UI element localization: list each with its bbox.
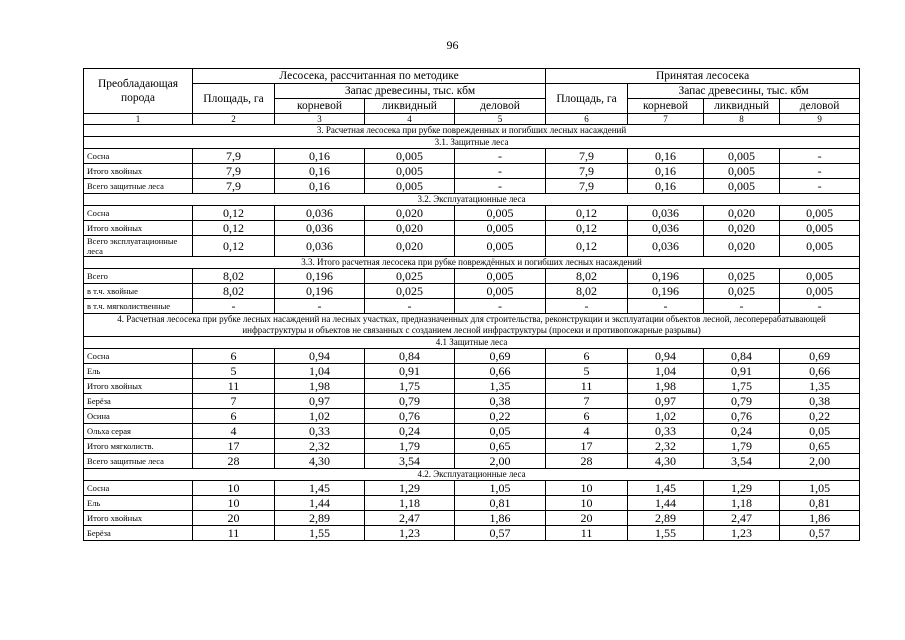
table-cell: 0,22 xyxy=(780,409,860,424)
table-cell: 1,86 xyxy=(455,511,546,526)
table-cell: 11 xyxy=(546,379,628,394)
header-species: Преобладающая порода xyxy=(84,69,193,114)
table-cell: 1,02 xyxy=(628,409,704,424)
page-number: 96 xyxy=(446,38,459,52)
table-cell: 8,02 xyxy=(193,284,275,299)
header-business-accepted: деловой xyxy=(780,99,860,114)
table-row xyxy=(84,526,860,541)
row-label: Итого хвойных xyxy=(84,379,193,394)
table-row xyxy=(84,236,860,257)
section-title: 3.3. Итого расчетная лесосека при рубке повреждённых и погибших лесных насаждений xyxy=(84,257,860,269)
table-cell: 0,81 xyxy=(780,496,860,511)
table-cell: 0,16 xyxy=(275,179,365,194)
table-cell: 0,12 xyxy=(193,236,275,257)
table-cell: 1,55 xyxy=(628,526,704,541)
table-row xyxy=(84,269,860,284)
table-cell: 6 xyxy=(193,349,275,364)
table-cell: 0,005 xyxy=(365,164,455,179)
table-cell: 0,005 xyxy=(365,179,455,194)
table-cell: 1,18 xyxy=(704,496,780,511)
table-cell: 28 xyxy=(546,454,628,469)
table-cell: 0,16 xyxy=(628,164,704,179)
table-cell: 0,16 xyxy=(628,149,704,164)
table-cell: 0,24 xyxy=(704,424,780,439)
table-cell: 1,44 xyxy=(628,496,704,511)
column-number: 4 xyxy=(365,114,455,125)
header-liquid-accepted: ликвидный xyxy=(704,99,780,114)
table-cell: 0,005 xyxy=(780,284,860,299)
table-header xyxy=(84,69,860,125)
table-cell: 17 xyxy=(193,439,275,454)
table-cell: 1,29 xyxy=(704,481,780,496)
table-cell: 0,91 xyxy=(704,364,780,379)
table-cell: 7,9 xyxy=(546,164,628,179)
table-cell: 10 xyxy=(193,496,275,511)
section-title: 4.1 Защитные леса xyxy=(84,337,860,349)
table-cell: 0,76 xyxy=(365,409,455,424)
table-cell: - xyxy=(780,164,860,179)
table-cell: 0,24 xyxy=(365,424,455,439)
row-label: Итого хвойных xyxy=(84,164,193,179)
column-number: 8 xyxy=(704,114,780,125)
table-cell: 11 xyxy=(193,379,275,394)
table-cell: 0,025 xyxy=(365,269,455,284)
table-cell: 6 xyxy=(546,349,628,364)
row-label: Сосна xyxy=(84,349,193,364)
table-cell: 0,05 xyxy=(455,424,546,439)
table-cell: 2,00 xyxy=(780,454,860,469)
table-cell: 0,69 xyxy=(780,349,860,364)
table-cell: 0,036 xyxy=(275,236,365,257)
table-cell: 1,44 xyxy=(275,496,365,511)
table-cell: 0,005 xyxy=(780,206,860,221)
table-cell: 3,54 xyxy=(704,454,780,469)
table-cell: 4,30 xyxy=(628,454,704,469)
table-cell: 1,79 xyxy=(704,439,780,454)
table-cell: 0,97 xyxy=(628,394,704,409)
table-cell: 0,005 xyxy=(455,206,546,221)
header-area-accepted: Площадь, га xyxy=(546,84,628,114)
table-cell: 0,38 xyxy=(780,394,860,409)
table-cell: 0,196 xyxy=(628,284,704,299)
table-cell: 0,22 xyxy=(455,409,546,424)
table-row xyxy=(84,179,860,194)
table-cell: 0,025 xyxy=(365,284,455,299)
table-cell: - xyxy=(275,299,365,314)
table-cell: 1,05 xyxy=(455,481,546,496)
table-cell: 0,020 xyxy=(365,206,455,221)
row-label: Всего защитные леса xyxy=(84,454,193,469)
table-row xyxy=(84,364,860,379)
table-cell: 0,020 xyxy=(704,206,780,221)
table-cell: 4,30 xyxy=(275,454,365,469)
table-cell: 2,47 xyxy=(365,511,455,526)
table-cell: 0,005 xyxy=(365,149,455,164)
table-cell: 1,98 xyxy=(275,379,365,394)
table-row xyxy=(84,284,860,299)
table-cell: 0,020 xyxy=(704,236,780,257)
column-number: 7 xyxy=(628,114,704,125)
table-cell: 5 xyxy=(193,364,275,379)
table-cell: - xyxy=(780,179,860,194)
table-cell: 0,005 xyxy=(455,269,546,284)
column-number: 1 xyxy=(84,114,193,125)
table-cell: - xyxy=(455,179,546,194)
header-business-method: деловой xyxy=(455,99,546,114)
section-row xyxy=(84,257,860,269)
table-cell: 0,94 xyxy=(628,349,704,364)
table-cell: 2,89 xyxy=(628,511,704,526)
table-cell: 0,79 xyxy=(365,394,455,409)
row-label: Итого хвойных xyxy=(84,221,193,236)
table-cell: - xyxy=(455,299,546,314)
section-row xyxy=(84,125,860,137)
table-cell: - xyxy=(455,164,546,179)
table-cell: 0,005 xyxy=(704,149,780,164)
header-area-method: Площадь, га xyxy=(193,84,275,114)
section-title: 3.2. Эксплуатационные леса xyxy=(84,194,860,206)
table-cell: 0,005 xyxy=(455,221,546,236)
row-label: Осина xyxy=(84,409,193,424)
table-row xyxy=(84,379,860,394)
header-stock-method: Запас древесины, тыс. кбм xyxy=(275,84,546,99)
table-cell: 1,02 xyxy=(275,409,365,424)
table-cell: 0,94 xyxy=(275,349,365,364)
table-cell: 4 xyxy=(546,424,628,439)
table-cell: 0,005 xyxy=(704,164,780,179)
table-cell: 8,02 xyxy=(546,269,628,284)
table-cell: 0,196 xyxy=(275,284,365,299)
row-label: Всего xyxy=(84,269,193,284)
table-row xyxy=(84,439,860,454)
table-row xyxy=(84,221,860,236)
table-row xyxy=(84,206,860,221)
table-cell: 17 xyxy=(546,439,628,454)
section-row xyxy=(84,137,860,149)
table-row xyxy=(84,164,860,179)
table-cell: 0,16 xyxy=(628,179,704,194)
column-number: 5 xyxy=(455,114,546,125)
section-title: 3. Расчетная лесосека при рубке поврежденных и погибших лесных насаждений xyxy=(84,125,860,137)
table-cell: 1,05 xyxy=(780,481,860,496)
table-cell: 1,04 xyxy=(628,364,704,379)
table-row xyxy=(84,454,860,469)
table-cell: 1,55 xyxy=(275,526,365,541)
table-row xyxy=(84,496,860,511)
header-stock-accepted: Запас древесины, тыс. кбм xyxy=(628,84,860,99)
row-label: Сосна xyxy=(84,481,193,496)
column-number: 2 xyxy=(193,114,275,125)
table-cell: 0,12 xyxy=(193,206,275,221)
table-cell: 0,036 xyxy=(275,221,365,236)
table-cell: 11 xyxy=(193,526,275,541)
table-cell: 0,38 xyxy=(455,394,546,409)
table-cell: 0,020 xyxy=(365,221,455,236)
header-method-group: Лесосека, рассчитанная по методике xyxy=(193,69,546,84)
table-cell: 1,75 xyxy=(365,379,455,394)
section-row xyxy=(84,194,860,206)
table-cell: 2,32 xyxy=(275,439,365,454)
table-cell: 0,12 xyxy=(546,221,628,236)
table-cell: 1,04 xyxy=(275,364,365,379)
table-cell: 7,9 xyxy=(546,179,628,194)
table-cell: 8,02 xyxy=(193,269,275,284)
table-row xyxy=(84,149,860,164)
table-cell: 0,005 xyxy=(455,284,546,299)
forest-harvest-table xyxy=(83,68,860,541)
table-cell: 1,23 xyxy=(365,526,455,541)
table-row xyxy=(84,349,860,364)
table-row xyxy=(84,511,860,526)
table-cell: 0,005 xyxy=(780,221,860,236)
row-label: Сосна xyxy=(84,206,193,221)
table-cell: 7 xyxy=(546,394,628,409)
table-cell: 2,00 xyxy=(455,454,546,469)
table-cell: 0,84 xyxy=(704,349,780,364)
table-cell: 5 xyxy=(546,364,628,379)
table-cell: 0,036 xyxy=(275,206,365,221)
table-body xyxy=(84,125,860,541)
table-cell: 6 xyxy=(546,409,628,424)
table-cell: - xyxy=(546,299,628,314)
table-cell: 0,12 xyxy=(546,236,628,257)
section-row xyxy=(84,469,860,481)
table-cell: 0,05 xyxy=(780,424,860,439)
table-cell: 0,025 xyxy=(704,269,780,284)
table-cell: 0,005 xyxy=(455,236,546,257)
table-row xyxy=(84,394,860,409)
table-cell: 1,35 xyxy=(455,379,546,394)
section-title: 4.2. Эксплуатационные леса xyxy=(84,469,860,481)
table-cell: 1,18 xyxy=(365,496,455,511)
column-number: 3 xyxy=(275,114,365,125)
table-cell: 0,12 xyxy=(193,221,275,236)
table-cell: - xyxy=(780,299,860,314)
table-cell: 2,89 xyxy=(275,511,365,526)
table-cell: 28 xyxy=(193,454,275,469)
header-accepted-group: Принятая лесосека xyxy=(546,69,860,84)
table-cell: 0,005 xyxy=(780,269,860,284)
table-cell: 4 xyxy=(193,424,275,439)
table-cell: 0,65 xyxy=(455,439,546,454)
row-label: Берёза xyxy=(84,526,193,541)
table-row xyxy=(84,481,860,496)
table-cell: 0,81 xyxy=(455,496,546,511)
table-cell: 0,91 xyxy=(365,364,455,379)
column-number-row xyxy=(84,114,860,125)
table-cell: 0,84 xyxy=(365,349,455,364)
table-cell: 0,005 xyxy=(780,236,860,257)
table-cell: 0,020 xyxy=(704,221,780,236)
table-cell: 1,35 xyxy=(780,379,860,394)
table-cell: 0,196 xyxy=(628,269,704,284)
table-cell: 1,75 xyxy=(704,379,780,394)
table-cell: 3,54 xyxy=(365,454,455,469)
table-cell: 7,9 xyxy=(193,164,275,179)
table-cell: 0,005 xyxy=(704,179,780,194)
column-number: 9 xyxy=(780,114,860,125)
table-cell: 0,036 xyxy=(628,221,704,236)
table-cell: 0,020 xyxy=(365,236,455,257)
header-liquid-method: ликвидный xyxy=(365,99,455,114)
table-cell: - xyxy=(365,299,455,314)
section-row xyxy=(84,337,860,349)
row-label: Ель xyxy=(84,496,193,511)
table-cell: 0,76 xyxy=(704,409,780,424)
table-cell: 11 xyxy=(546,526,628,541)
table-cell: 0,57 xyxy=(780,526,860,541)
table-cell: 0,97 xyxy=(275,394,365,409)
table-cell: 1,29 xyxy=(365,481,455,496)
table-cell: 1,45 xyxy=(628,481,704,496)
table-cell: 1,23 xyxy=(704,526,780,541)
table-cell: 2,32 xyxy=(628,439,704,454)
table-cell: 7 xyxy=(193,394,275,409)
table-cell: 1,45 xyxy=(275,481,365,496)
table-cell: - xyxy=(455,149,546,164)
table-row xyxy=(84,409,860,424)
table-cell: 1,98 xyxy=(628,379,704,394)
header-root-accepted: корневой xyxy=(628,99,704,114)
row-label: Ель xyxy=(84,364,193,379)
table-cell: - xyxy=(628,299,704,314)
table-cell: 1,79 xyxy=(365,439,455,454)
table-cell: 0,57 xyxy=(455,526,546,541)
table-cell: 0,33 xyxy=(275,424,365,439)
row-label: в т.ч. мягколиственные xyxy=(84,299,193,314)
table-cell: 0,33 xyxy=(628,424,704,439)
table-row xyxy=(84,299,860,314)
table-cell: 7,9 xyxy=(193,149,275,164)
row-label: Итого мягколиств. xyxy=(84,439,193,454)
row-label: в т.ч. хвойные xyxy=(84,284,193,299)
table-cell: 0,65 xyxy=(780,439,860,454)
row-label: Всего эксплуатационные леса xyxy=(84,236,193,257)
section-title: 3.1. Защитные леса xyxy=(84,137,860,149)
section-title: 4. Расчетная лесосека при рубке лесных насаждений на лесных участках, предназначенных для строительства, реконструкции и эксплуатации объектов лесной, лесоперерабатывающей инфраструктуры и объектов не связанных с созданием лесной инфраструктуры (просеки и противопожарные разрывы) xyxy=(84,314,860,337)
table-cell: 10 xyxy=(193,481,275,496)
table-cell: 20 xyxy=(546,511,628,526)
table-cell: 0,16 xyxy=(275,149,365,164)
section-row xyxy=(84,314,860,337)
table-cell: 7,9 xyxy=(546,149,628,164)
table-cell: 0,66 xyxy=(455,364,546,379)
table-cell: - xyxy=(704,299,780,314)
table-row xyxy=(84,424,860,439)
table-cell: 0,69 xyxy=(455,349,546,364)
row-label: Всего защитные леса xyxy=(84,179,193,194)
row-label: Итого хвойных xyxy=(84,511,193,526)
table-cell: 2,47 xyxy=(704,511,780,526)
table-cell: 8,02 xyxy=(546,284,628,299)
table-cell: 0,196 xyxy=(275,269,365,284)
table-cell: 1,86 xyxy=(780,511,860,526)
column-number: 6 xyxy=(546,114,628,125)
row-label: Берёза xyxy=(84,394,193,409)
table-cell: 0,025 xyxy=(704,284,780,299)
table-cell: 7,9 xyxy=(193,179,275,194)
table-cell: 6 xyxy=(193,409,275,424)
table-cell: - xyxy=(780,149,860,164)
row-label: Ольха серая xyxy=(84,424,193,439)
table-cell: 0,16 xyxy=(275,164,365,179)
row-label: Сосна xyxy=(84,149,193,164)
table-cell: 0,66 xyxy=(780,364,860,379)
table-cell: 10 xyxy=(546,481,628,496)
table-cell: 0,036 xyxy=(628,206,704,221)
table-cell: 0,036 xyxy=(628,236,704,257)
table-cell: 0,12 xyxy=(546,206,628,221)
header-root-method: корневой xyxy=(275,99,365,114)
table-cell: - xyxy=(193,299,275,314)
table-cell: 20 xyxy=(193,511,275,526)
table-cell: 10 xyxy=(546,496,628,511)
table-cell: 0,79 xyxy=(704,394,780,409)
